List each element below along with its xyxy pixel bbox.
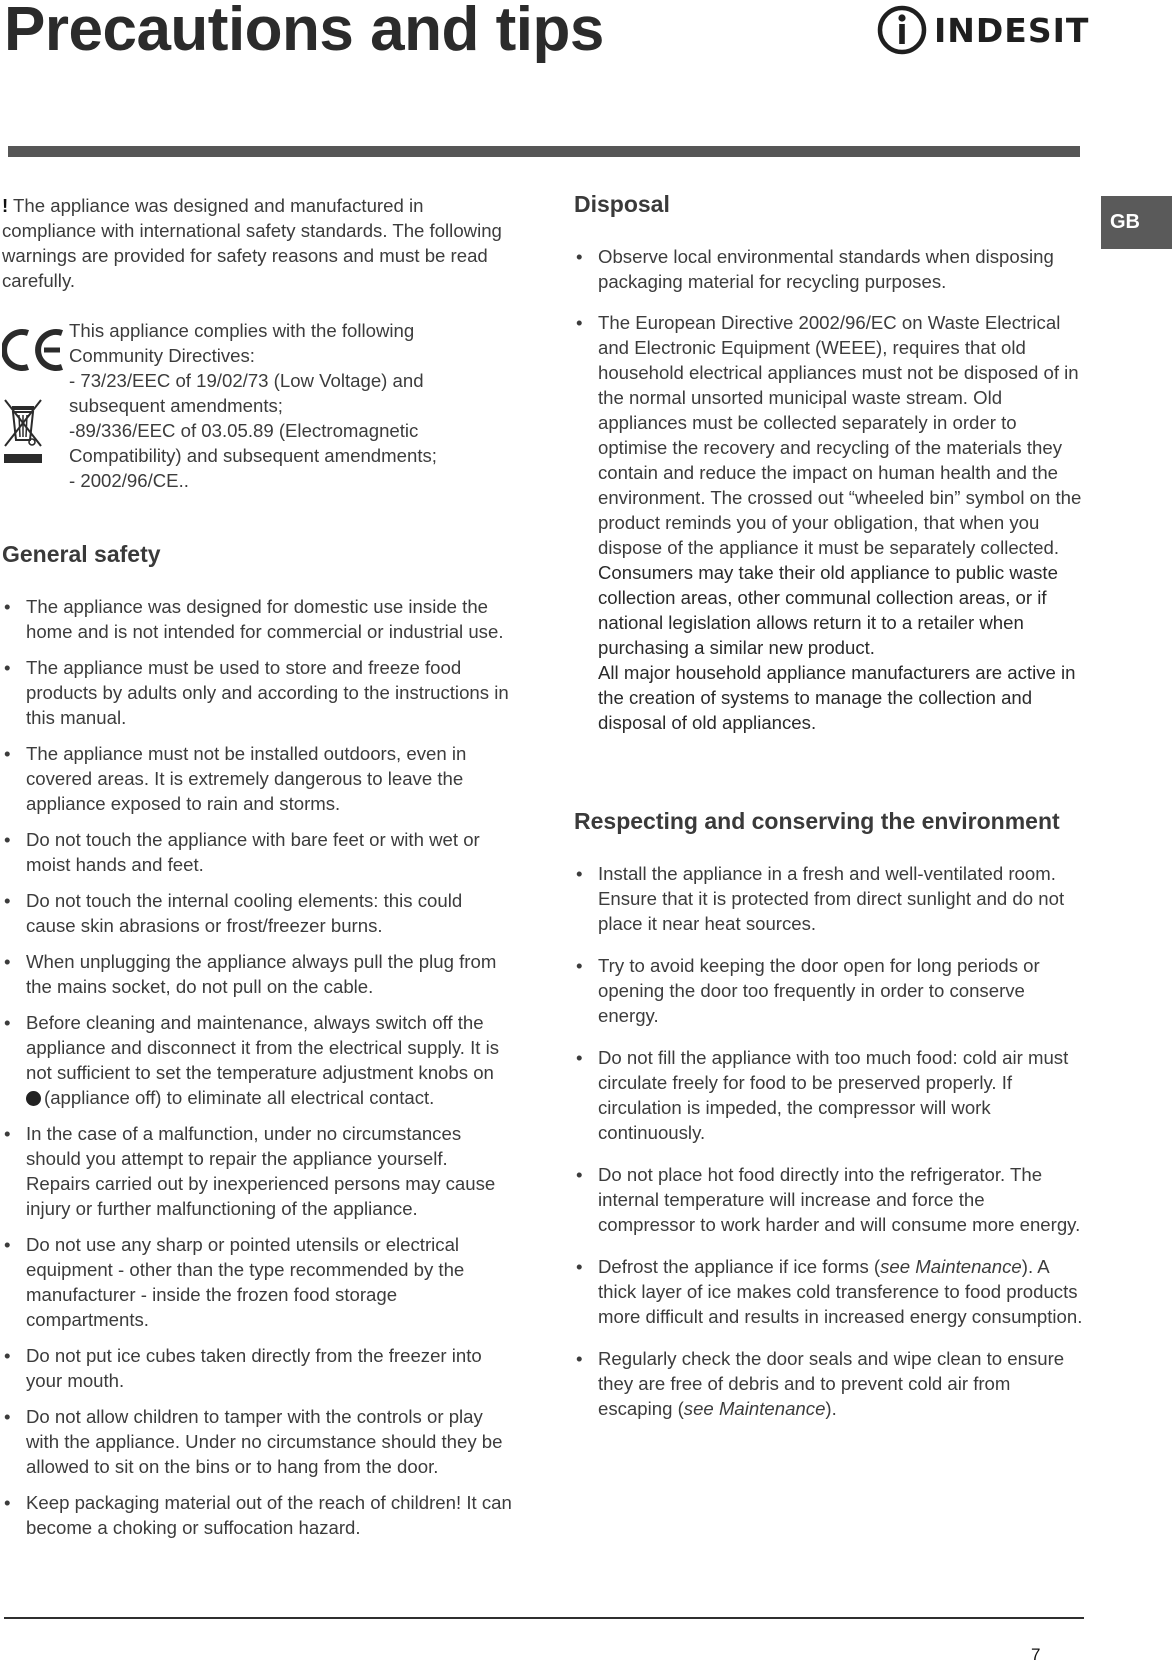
disposal-heading: Disposal [574, 191, 670, 217]
list-item: • The appliance must be used to store and freeze food products by adults only and according to the instructions in this manual. [2, 655, 514, 730]
compliance-line: Compatibility) and subsequent amendments; [69, 445, 437, 466]
list-item-text: Consumers may take their old appliance to public waste collection areas, other communal collection areas, or if national legislation allows return it to a retailer when purchasing a similar new product. [598, 562, 1058, 658]
brand-name: INDESIT [934, 10, 1090, 50]
list-item: • Observe local environmental standards when disposing packaging material for recycling purposes. [574, 244, 1086, 294]
compliance-line: -89/336/EEC of 03.05.89 (Electromagnetic [69, 420, 419, 441]
appliance-off-dot-icon [26, 1091, 41, 1106]
list-item-text: Before cleaning and maintenance, always switch off the appliance and disconnect it from the electrical supply. It is not sufficient to set the temperature adjustment knobs on [26, 1012, 500, 1083]
list-item [574, 1254, 1086, 1329]
list-item: • Do not put ice cubes taken directly from the freezer into your mouth. [2, 1343, 514, 1393]
list-item-text: ). [825, 1398, 837, 1419]
list-item: • Do not touch the internal cooling elements: this could cause skin abrasions or frost/freezer burns. [2, 888, 514, 938]
ce-mark-icon [2, 327, 66, 373]
compliance-line: subsequent amendments; [69, 395, 283, 416]
page-number: 7 [1031, 1645, 1041, 1664]
disposal-list [574, 244, 1086, 735]
intro-paragraph [2, 193, 502, 293]
list-item: • In the case of a malfunction, under no circumstances should you attempt to repair the appliance yourself. Repairs carried out by inexperienced persons may cause injury or further malfunctioning of the appliance. [2, 1121, 514, 1221]
compliance-text [69, 318, 509, 493]
crossed-out-wheeled-bin-icon [2, 396, 44, 466]
intro-text: The appliance was designed and manufactured in compliance with international safety standards. The following warnings are provided for safety reasons and must be read carefully. [2, 195, 502, 291]
list-item [574, 1346, 1086, 1421]
compliance-line: Community Directives: [69, 345, 255, 366]
language-tab: GB [1101, 196, 1172, 249]
list-item: • Install the appliance in a fresh and well-ventilated room. Ensure that it is protected from direct sunlight and do not place it near heat sources. [574, 861, 1086, 936]
list-item-text: (appliance off) to eliminate all electrical contact. [44, 1087, 435, 1108]
list-item-text: All major household appliance manufacturers are active in the creation of systems to manage the collection and disposal of old appliances. [598, 662, 1076, 733]
list-item: • The appliance must not be installed outdoors, even in covered areas. It is extremely dangerous to leave the appliance exposed to rain and storms. [2, 741, 514, 816]
brand-logo [876, 4, 1089, 56]
header-divider [8, 146, 1080, 157]
list-item-text: Regularly check the door seals and wipe clean to ensure they are free of debris and to prevent cold air from escaping ( [598, 1348, 1065, 1419]
compliance-line: - 73/23/EEC of 19/02/73 (Low Voltage) and [69, 370, 424, 391]
compliance-line: - 2002/96/CE.. [69, 470, 189, 491]
compliance-line: This appliance complies with the following [69, 320, 415, 341]
list-item: • Do not place hot food directly into the refrigerator. The internal temperature will increase and force the compressor to work harder and will consume more energy. [574, 1162, 1086, 1237]
list-item: • Do not touch the appliance with bare feet or with wet or moist hands and feet. [2, 827, 514, 877]
warning-mark: ! [2, 195, 9, 216]
list-item: • When unplugging the appliance always pull the plug from the mains socket, do not pull on the cable. [2, 949, 514, 999]
list-item: • Do not allow children to tamper with the controls or play with the appliance. Under no circumstance should they be allowed to sit on the bins or to hang from the door. [2, 1404, 514, 1479]
environment-list [574, 861, 1086, 1421]
list-item [2, 1010, 514, 1110]
list-item: • Keep packaging material out of the reach of children! It can become a choking or suffocation hazard. [2, 1490, 514, 1540]
list-item-text: • The European Directive 2002/96/EC on Waste Electrical and Electronic Equipment (WEEE), requires that old household electrical appliances must not be disposed of in the normal unsorted municipal waste stream. Old appliances must be collected separately in order to optimise the recovery and recycling of the materials they contain and reduce the impact on human health and the environment. The crossed out “wheeled bin” symbol on the product reminds you of your obligation, that when you dispose of the appliance it must be separately collected. [598, 312, 1082, 558]
environment-heading: Respecting and conserving the environment [574, 808, 1060, 834]
indesit-logo-icon [876, 4, 928, 56]
general-safety-list [2, 594, 514, 1540]
list-item: • Do not fill the appliance with too much food: cold air must circulate freely for food to be preserved properly. If circulation is impeded, the compressor will work continuously. [574, 1045, 1086, 1145]
list-item [574, 310, 1086, 735]
page-title: Precautions and tips [4, 0, 604, 64]
maintenance-reference: see Maintenance [880, 1256, 1022, 1277]
footer-divider [4, 1617, 1084, 1619]
list-item-text: Defrost the appliance if ice forms ( [598, 1256, 881, 1277]
list-item: • Do not use any sharp or pointed utensils or electrical equipment - other than the type recommended by the manufacturer - inside the frozen food storage compartments. [2, 1232, 514, 1332]
maintenance-reference: see Maintenance [683, 1398, 826, 1419]
list-item: • Try to avoid keeping the door open for long periods or opening the door too frequently in order to conserve energy. [574, 953, 1086, 1028]
general-safety-heading: General safety [2, 541, 161, 567]
list-item: • The appliance was designed for domestic use inside the home and is not intended for commercial or industrial use. [2, 594, 514, 644]
list-item-text: ). A thick layer of ice makes cold transference to food products more difficult and results in increased energy consumption. [598, 1256, 1083, 1327]
